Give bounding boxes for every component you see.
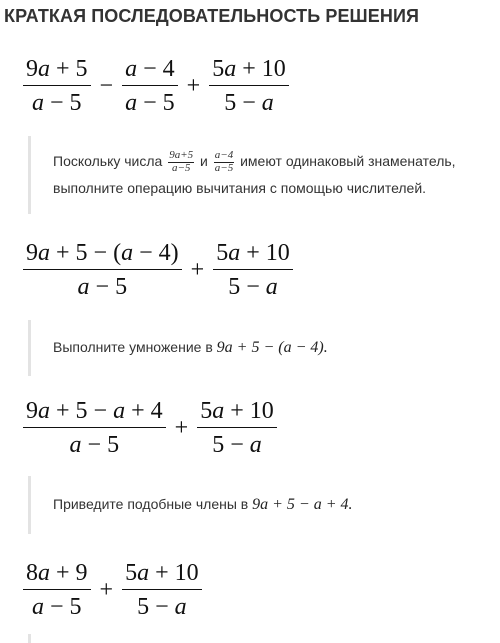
expression-1 bbox=[20, 56, 292, 117]
step-explanation-4-edge bbox=[28, 634, 31, 643]
inline-fraction bbox=[214, 150, 234, 174]
denominator: a − 5 bbox=[69, 432, 120, 459]
numerator: 5a + 10 bbox=[122, 560, 202, 590]
step-line: выполните операцию вычитания с помощью числителей. bbox=[53, 180, 427, 196]
fraction bbox=[209, 56, 289, 117]
numerator: 5a + 10 bbox=[209, 56, 289, 86]
fraction bbox=[122, 560, 202, 621]
step-text: Поскольку числа bbox=[53, 152, 163, 169]
step-text: имеют одинаковый знаменатель, bbox=[240, 152, 456, 169]
step-math: 9a + 5 − (a − 4). bbox=[216, 339, 328, 356]
denominator: a − 5 bbox=[32, 594, 82, 621]
denominator: a − 5 bbox=[32, 90, 82, 117]
fraction bbox=[23, 240, 182, 301]
fraction bbox=[23, 398, 166, 459]
fraction bbox=[23, 56, 91, 117]
numerator: 9a + 5 − (a − 4) bbox=[23, 240, 182, 270]
numerator: 9a + 5 bbox=[23, 56, 91, 86]
numerator: 5a + 10 bbox=[197, 398, 277, 428]
operator: + bbox=[99, 577, 114, 604]
fraction bbox=[197, 398, 277, 459]
expression-3 bbox=[20, 398, 280, 459]
step-math: 9a + 5 − a + 4. bbox=[252, 496, 353, 513]
step-line bbox=[53, 337, 328, 358]
step-text: Приведите подобные члены в bbox=[53, 496, 249, 512]
step-explanation-2 bbox=[28, 320, 328, 376]
denominator: a−5 bbox=[171, 161, 191, 174]
denominator: a−5 bbox=[214, 161, 234, 174]
numerator: 9a+5 bbox=[169, 149, 194, 161]
step-line bbox=[53, 150, 456, 174]
fraction bbox=[213, 240, 293, 301]
step-explanation-3 bbox=[28, 476, 353, 534]
step-line bbox=[53, 494, 353, 515]
denominator: 5 − a bbox=[137, 594, 187, 621]
numerator: 9a + 5 − a + 4 bbox=[23, 398, 166, 428]
inline-fraction bbox=[168, 150, 194, 174]
operator: + bbox=[174, 415, 189, 442]
fraction bbox=[23, 560, 91, 621]
denominator: a − 5 bbox=[125, 90, 175, 117]
denominator: 5 − a bbox=[212, 432, 262, 459]
expression-4 bbox=[20, 560, 205, 621]
denominator: 5 − a bbox=[228, 274, 278, 301]
numerator: 5a + 10 bbox=[213, 240, 293, 270]
step-explanation-1 bbox=[28, 136, 456, 214]
operator: − bbox=[99, 73, 114, 100]
fraction bbox=[122, 56, 178, 117]
denominator: 5 − a bbox=[224, 90, 274, 117]
numerator: a−4 bbox=[214, 149, 234, 161]
operator: + bbox=[190, 257, 205, 284]
page-title: КРАТКАЯ ПОСЛЕДОВАТЕЛЬНОСТЬ РЕШЕНИЯ bbox=[4, 6, 420, 26]
expression-2 bbox=[20, 240, 296, 301]
numerator: a − 4 bbox=[122, 56, 178, 86]
operator: + bbox=[186, 73, 201, 100]
step-text: Выполните умножение в bbox=[53, 339, 213, 355]
step-text: и bbox=[200, 152, 208, 169]
numerator: 8a + 9 bbox=[23, 560, 91, 590]
denominator: a − 5 bbox=[77, 274, 128, 301]
